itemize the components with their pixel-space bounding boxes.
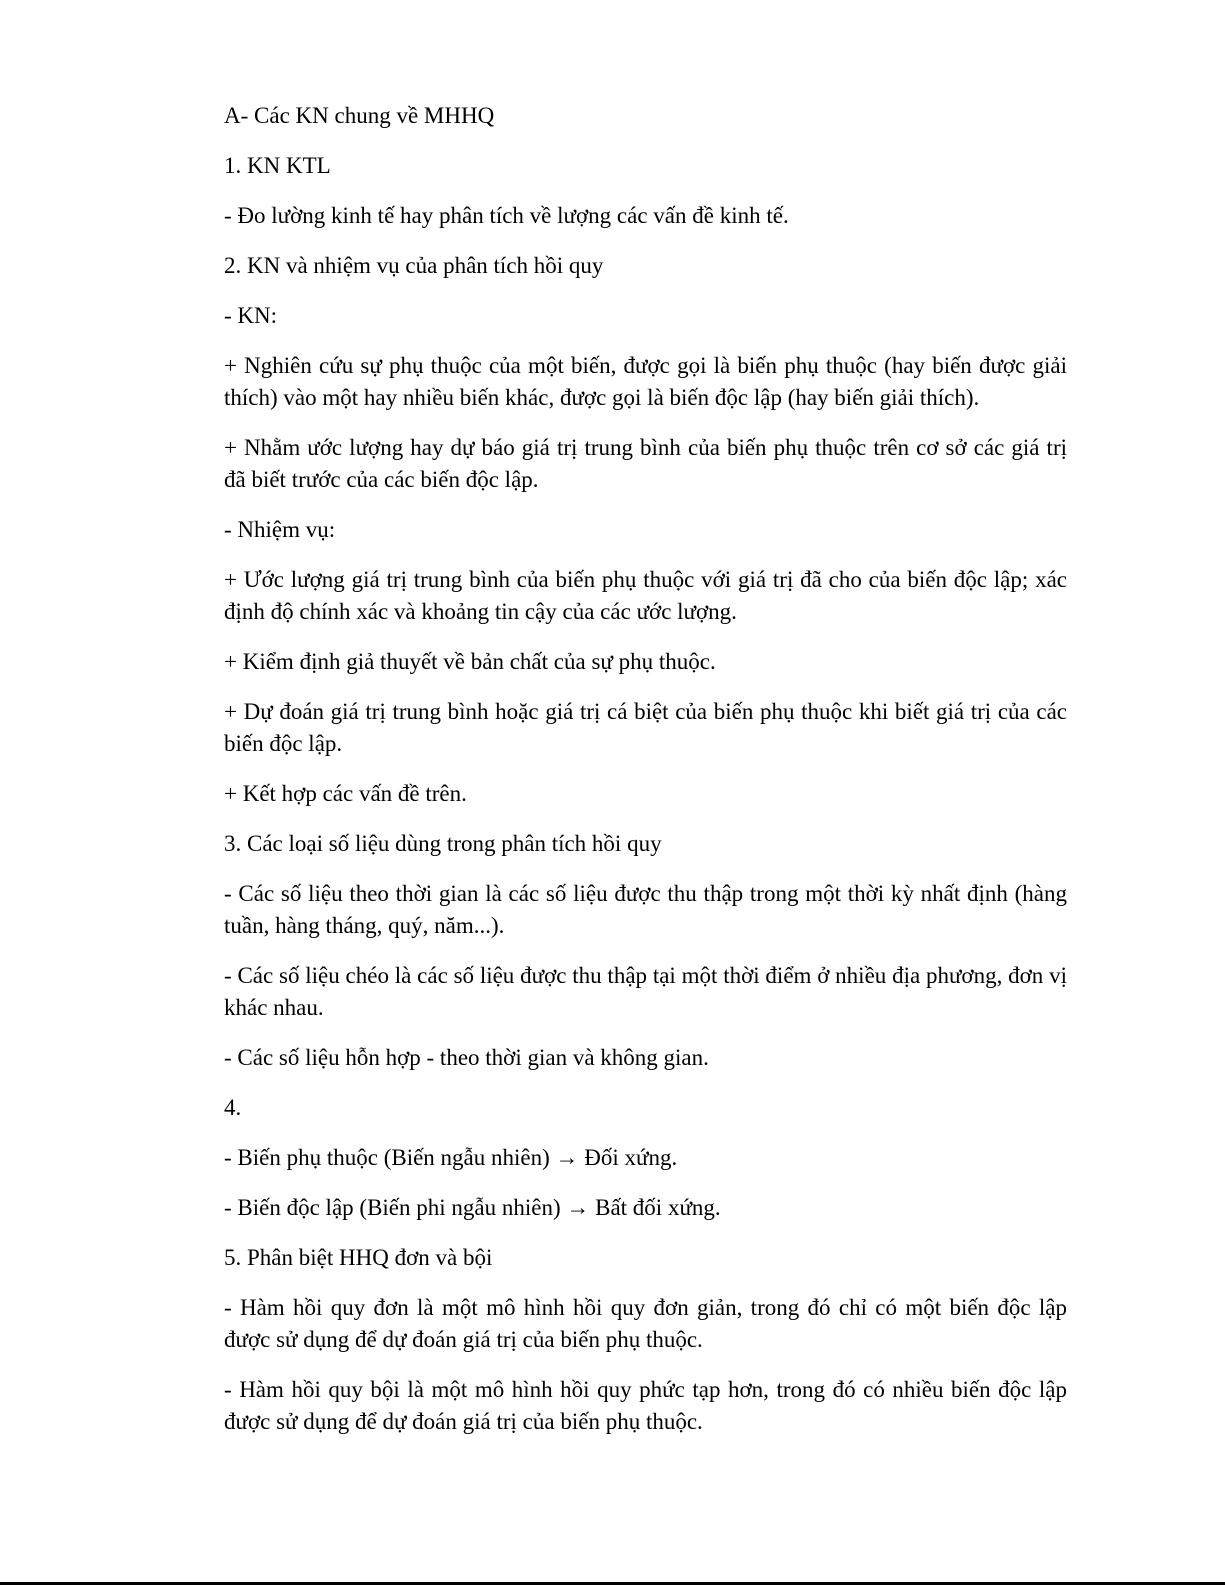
paragraph: - Các số liệu hỗn hợp - theo thời gian và không gian. — [224, 1045, 709, 1070]
paragraph: + Nhằm ước lượng hay dự báo giá trị trung bình của biến phụ thuộc trên cơ sở các giá trị đã biết trước của các biến độc lập. — [224, 435, 1067, 492]
paragraph: - Hàm hồi quy đơn là một mô hình hồi quy đơn giản, trong đó chỉ có một biến độc lập được sử dụng để dự đoán giá trị của biến phụ thuộc. — [224, 1295, 1067, 1352]
paragraph: - Biến phụ thuộc (Biến ngẫu nhiên) → Đối xứng. — [224, 1145, 678, 1170]
subsection-heading: 4. — [224, 1095, 242, 1120]
document-page — [224, 100, 1067, 1456]
paragraph: - Các số liệu chéo là các số liệu được thu thập tại một thời điểm ở nhiều địa phương, đơn vị khác nhau. — [224, 963, 1067, 1020]
paragraph: + Nghiên cứu sự phụ thuộc của một biến, được gọi là biến phụ thuộc (hay biến được giải thích) vào một hay nhiều biến khác, được gọi là biến độc lập (hay biến giải thích). — [224, 353, 1067, 410]
paragraph: + Kiểm định giả thuyết về bản chất của sự phụ thuộc. — [224, 649, 716, 674]
paragraph: + Ước lượng giá trị trung bình của biến phụ thuộc với giá trị đã cho của biến độc lập; xác định độ chính xác và khoảng tin cậy của các ước lượng. — [224, 567, 1067, 624]
paragraph: - Biến độc lập (Biến phi ngẫu nhiên) → Bất đối xứng. — [224, 1195, 721, 1220]
subsection-heading: 2. KN và nhiệm vụ của phân tích hồi quy — [224, 253, 604, 278]
paragraph: - Nhiệm vụ: — [224, 517, 336, 542]
subsection-heading: 5. Phân biệt HHQ đơn và bội — [224, 1245, 493, 1270]
paragraph: - KN: — [224, 303, 278, 328]
paragraph: + Dự đoán giá trị trung bình hoặc giá trị cá biệt của biến phụ thuộc khi biết giá trị của các biến độc lập. — [224, 699, 1067, 756]
paragraph: - Các số liệu theo thời gian là các số liệu được thu thập trong một thời kỳ nhất định (hàng tuần, hàng tháng, quý, năm...). — [224, 881, 1067, 938]
subsection-heading: 1. KN KTL — [224, 153, 331, 178]
paragraph: + Kết hợp các vấn đề trên. — [224, 781, 467, 806]
paragraph: - Hàm hồi quy bội là một mô hình hồi quy phức tạp hơn, trong đó có nhiều biến độc lập được sử dụng để dự đoán giá trị của biến phụ thuộc. — [224, 1377, 1067, 1434]
section-heading: A- Các KN chung về MHHQ — [224, 103, 495, 128]
paragraph: - Đo lường kinh tế hay phân tích về lượng các vấn đề kinh tế. — [224, 203, 789, 228]
subsection-heading: 3. Các loại số liệu dùng trong phân tích hồi quy — [224, 831, 662, 856]
